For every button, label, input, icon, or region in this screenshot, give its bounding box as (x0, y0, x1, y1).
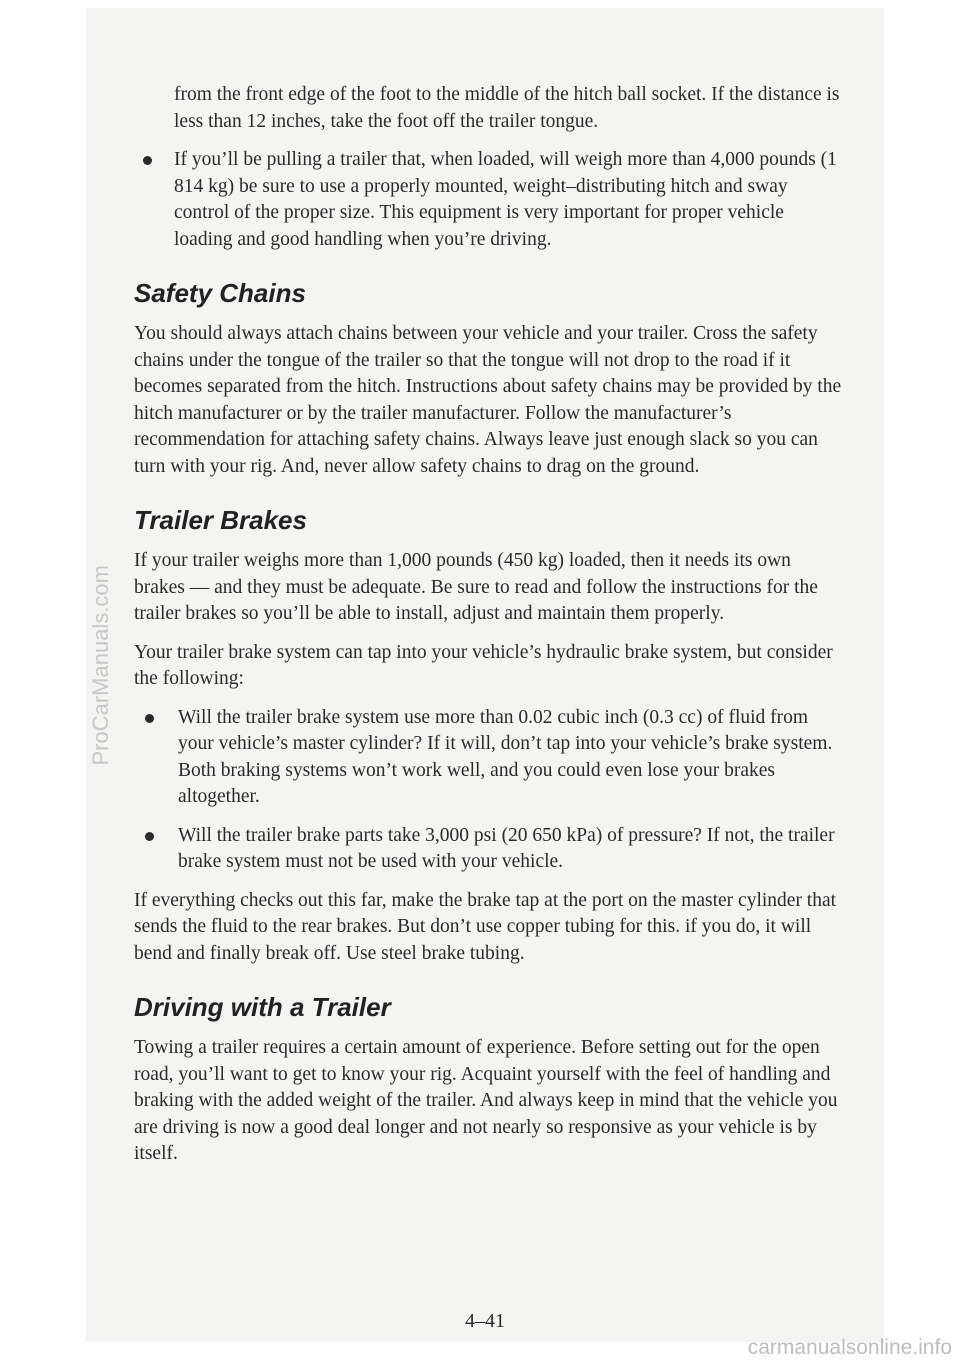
list-item: If you’ll be pulling a trailer that, when loaded, will weigh more than 4,000 pounds (1 814 kg) be sure to use a properly mounted, weight–distributing hitch and sway control of the proper size. This equipment is very important for proper vehicle loading and good handling when you’re driving. (134, 147, 846, 253)
trailer-brakes-para-1: If your trailer weighs more than 1,000 pounds (450 kg) loaded, then it needs its own brakes — and they must be adequate. Be sure to read and follow the instructions for the trailer brakes so you’ll be able to install, adjust and maintain them properly. (134, 550, 818, 624)
trailer-brakes-para-2: Your trailer brake system can tap into your vehicle’s hydraulic brake system, but consider the following: (134, 641, 833, 689)
intro-continuation: from the front edge of the foot to the middle of the hitch ball socket. If the distance is less than 12 inches, take the foot off the trailer tongue. (174, 84, 840, 132)
intro-bullet-list (134, 147, 846, 253)
manual-page (86, 8, 884, 1342)
safety-chains-body: You should always attach chains between your vehicle and your trailer. Cross the safety chains under the tongue of the trailer so that the tongue will not drop to the road if it becomes separated from the hitch. Instructions about safety chains may be provided by the hitch manufacturer or by the trailer manufacturer. Follow the manufacturer’s recommendation for attaching safety chains. Always leave just enough slack so you can turn with your rig. And, never allow safety chains to drag on the ground. (134, 323, 842, 477)
section-heading-safety-chains: Safety Chains (134, 278, 306, 308)
trailer-brakes-para-3: If everything checks out this far, make the brake tap at the port on the master cylinder that sends the fluid to the rear brakes. But don’t use copper tubing for this. if you do, it will bend and finally break off. Use steel brake tubing. (134, 889, 837, 964)
bottom-watermark: carmanualsonline.info (747, 1336, 952, 1359)
trailer-brakes-bullet-list (134, 705, 846, 876)
list-item: Will the trailer brake system use more than 0.02 cubic inch (0.3 cc) of fluid from your vehicle’s master cylinder? If it will, don’t tap into your vehicle’s brake system. Both braking systems won’t work well, and you could even lose your brakes altogether. (134, 705, 846, 811)
side-watermark-text: ProCarManuals.com (88, 565, 113, 766)
section-heading-driving-with-trailer: Driving with a Trailer (134, 992, 391, 1022)
page-number: 4–41 (465, 1310, 505, 1332)
driving-body: Towing a trailer requires a certain amount of experience. Before setting out for the open road, you’ll want to get to know your rig. Acquaint yourself with the feel of handling and braking with the added weight of the trailer. And always keep in mind that the vehicle you are driving is now a good deal longer and not nearly so responsive as your vehicle is by itself. (134, 1037, 838, 1164)
list-item: Will the trailer brake parts take 3,000 psi (20 650 kPa) of pressure? If not, the trailer brake system must not be used with your vehicle. (134, 823, 846, 876)
page-content (134, 82, 846, 1168)
section-heading-trailer-brakes: Trailer Brakes (134, 505, 307, 535)
